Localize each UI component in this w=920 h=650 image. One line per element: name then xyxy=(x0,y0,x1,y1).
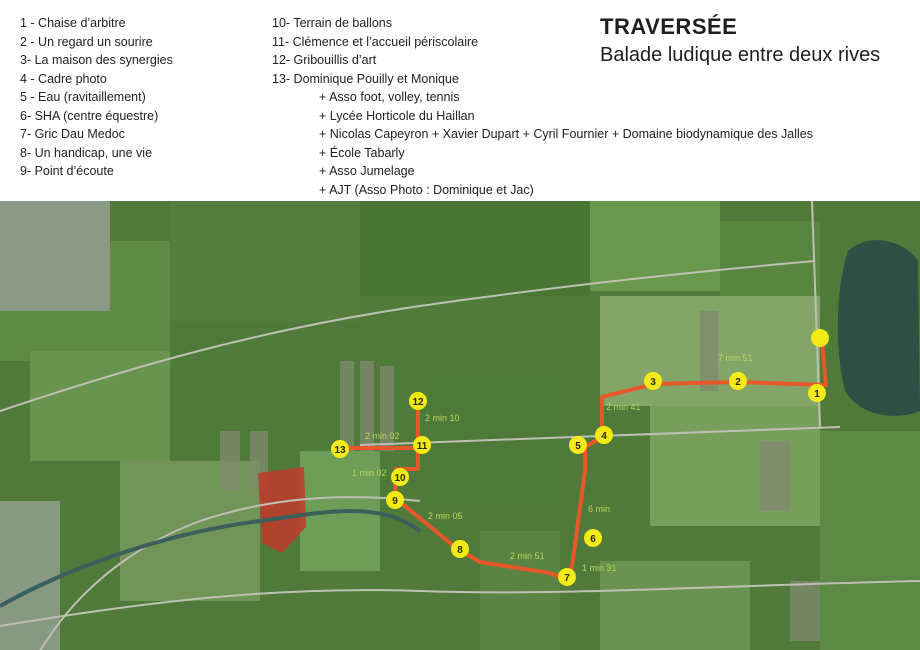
legend-subitem: + Asso Jumelage xyxy=(319,164,415,178)
time-label: 2 min 05 xyxy=(428,511,463,521)
svg-text:5: 5 xyxy=(575,441,581,452)
marker-6[interactable] xyxy=(584,529,602,547)
time-label: 7 min 51 xyxy=(718,353,753,363)
legend-item-13: 13- Dominique Pouilly et Monique xyxy=(272,71,459,86)
legend-item-1: 1 - Chaise d’arbitre xyxy=(20,16,126,30)
legend-item-6: 6- SHA (centre équestre) xyxy=(20,108,159,123)
time-label: 1 min 02 xyxy=(352,468,387,478)
marker-1[interactable] xyxy=(808,384,826,402)
svg-text:11: 11 xyxy=(416,441,428,452)
legend-item-7: 7- Gric Dau Medoc xyxy=(20,127,125,141)
marker-11[interactable] xyxy=(413,436,431,454)
time-label: 1 min 31 xyxy=(582,563,617,573)
legend-item-10: 10- Terrain de ballons xyxy=(272,16,392,30)
legend-subitem: + Nicolas Capeyron + Xavier Dupart + Cyril Fournier + Domaine biodynamique des Jalles xyxy=(319,127,813,141)
marker-9[interactable] xyxy=(386,491,404,509)
legend-list-right xyxy=(272,14,813,199)
marker-10[interactable] xyxy=(391,468,409,486)
time-label: 2 min 41 xyxy=(606,402,641,412)
time-label: 2 min 10 xyxy=(425,413,460,423)
svg-text:10: 10 xyxy=(394,473,406,484)
svg-text:4: 4 xyxy=(601,431,607,442)
legend-item-9: 9- Point d’écoute xyxy=(20,164,114,178)
map-subtitle: Balade ludique entre deux rives xyxy=(600,44,881,66)
svg-text:1: 1 xyxy=(814,389,820,400)
legend-item-12: 12- Gribouillis d’art xyxy=(272,53,377,67)
svg-text:8: 8 xyxy=(457,545,463,556)
marker-4[interactable] xyxy=(595,426,613,444)
legend-subitem: + AJT (Asso Photo : Dominique et Jac) xyxy=(319,182,534,197)
start-marker[interactable] xyxy=(811,329,829,347)
marker-8[interactable] xyxy=(451,540,469,558)
legend-item-4: 4 - Cadre photo xyxy=(20,71,107,86)
svg-text:6: 6 xyxy=(590,534,596,545)
svg-text:13: 13 xyxy=(334,445,346,456)
marker-3[interactable] xyxy=(644,372,662,390)
time-label: 6 min xyxy=(588,504,611,514)
svg-text:12: 12 xyxy=(412,397,424,408)
svg-text:9: 9 xyxy=(392,496,398,507)
lake xyxy=(838,240,920,416)
marker-13[interactable] xyxy=(331,440,349,458)
marker-5[interactable] xyxy=(569,436,587,454)
legend-item-3: 3- La maison des synergies xyxy=(20,53,173,67)
legend-subitem: + Lycée Horticole du Haillan xyxy=(319,108,475,123)
legend-list-left xyxy=(20,14,173,181)
aerial-map[interactable] xyxy=(0,201,920,650)
map-title: TRAVERSÉE xyxy=(600,14,738,39)
legend-item-8: 8- Un handicap, une vie xyxy=(20,145,153,160)
legend-subitem: + Asso foot, volley, tennis xyxy=(319,90,460,104)
svg-text:7: 7 xyxy=(564,573,570,584)
marker-2[interactable] xyxy=(729,372,747,390)
legend-subitem: + École Tabarly xyxy=(319,145,405,160)
legend-item-2: 2 - Un regard un sourire xyxy=(20,34,153,49)
time-label: 2 min 51 xyxy=(510,551,545,561)
legend-item-11: 11- Clémence et l’accueil périscolaire xyxy=(272,34,479,49)
time-label: 2 min 02 xyxy=(365,431,400,441)
legend-item-5: 5 - Eau (ravitaillement) xyxy=(20,90,146,104)
marker-7[interactable] xyxy=(558,568,576,586)
svg-text:2: 2 xyxy=(735,377,741,388)
svg-text:3: 3 xyxy=(650,377,656,388)
marker-12[interactable] xyxy=(409,392,427,410)
